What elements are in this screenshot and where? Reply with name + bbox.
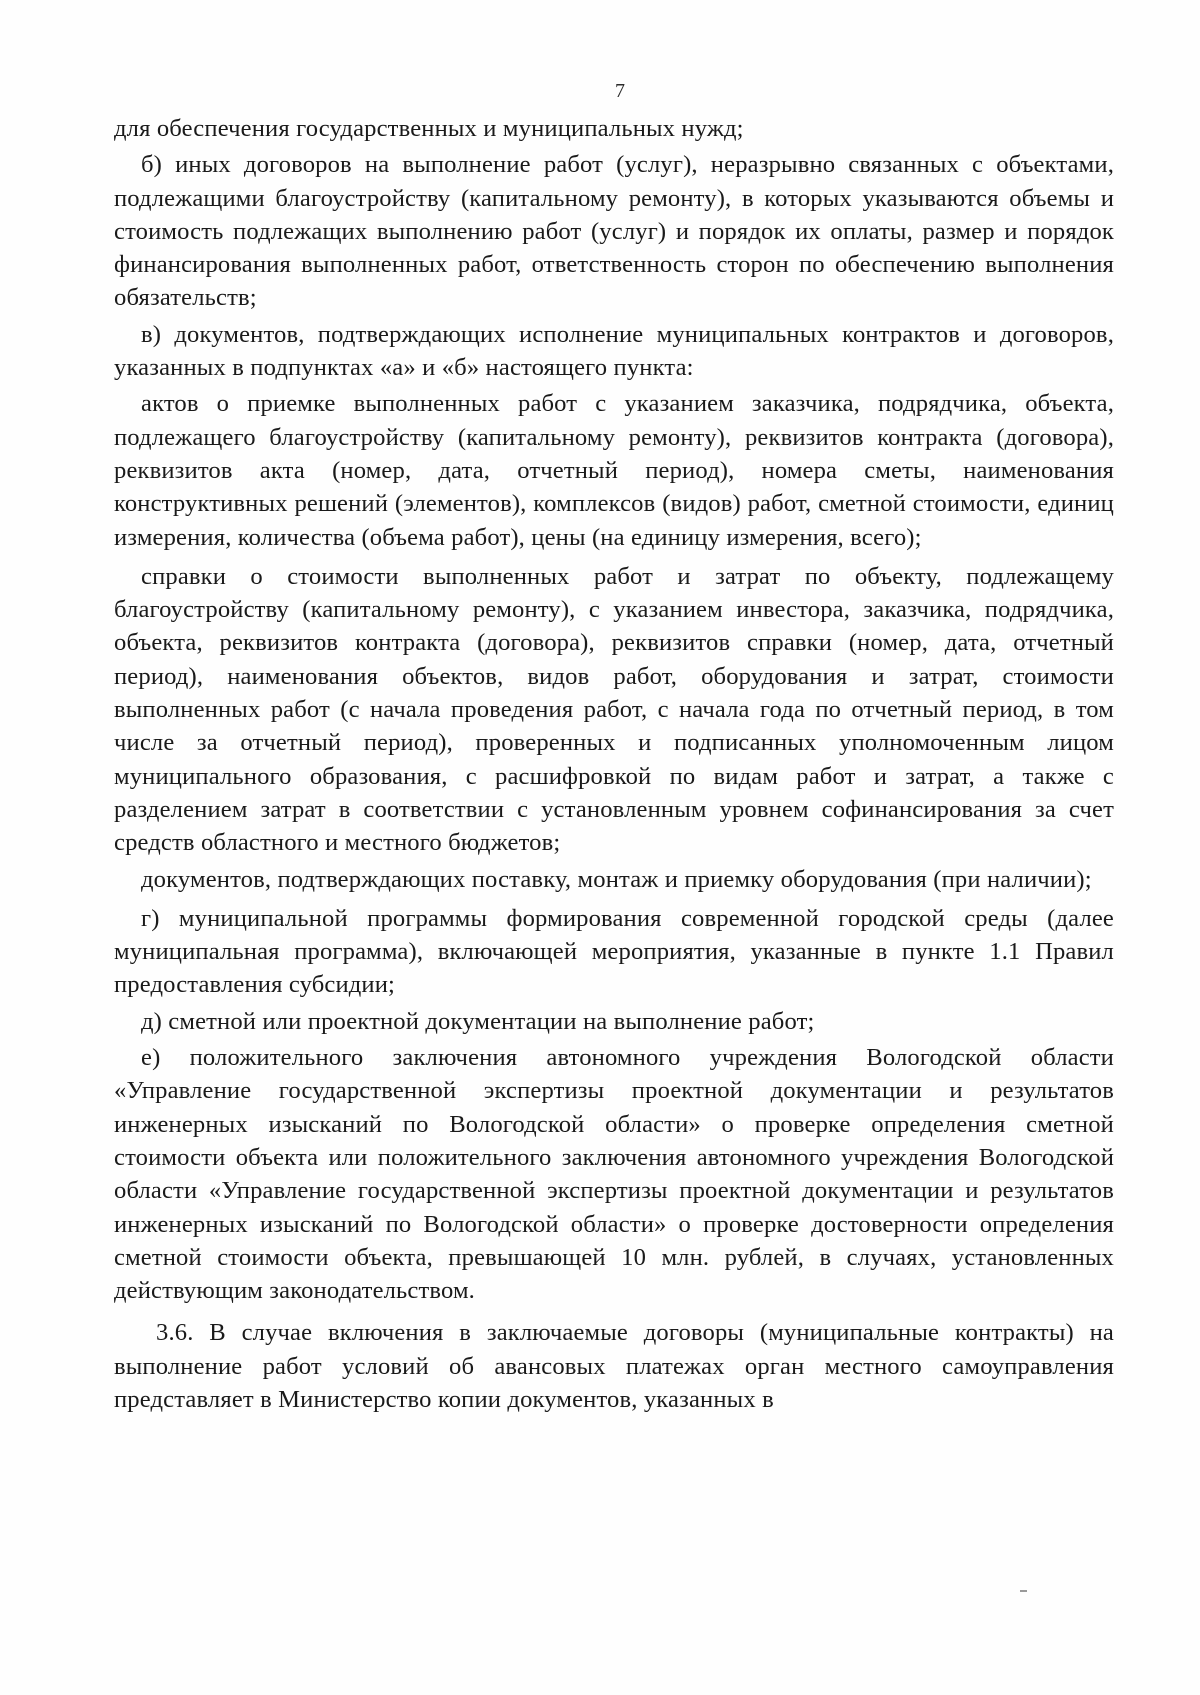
document-body <box>114 112 1114 1416</box>
paragraph-equipment-docs: документов, подтверждающих поставку, монтаж и приемку оборудования (при наличии); <box>141 865 1092 893</box>
page-number: 7 <box>615 80 625 102</box>
paragraph-item-g: г) муниципальной программы формирования современной городской среды (далее муниципальная программа), включающей мероприятия, указанные в пункте 1.1 Правил предоставления субсидии; <box>114 904 1114 999</box>
paragraph-item-b: б) иных договоров на выполнение работ (услуг), неразрывно связанных с объектами, подлежащими благоустройству (капитальному ремонту), в которых указываются объемы и стоимость подлежащих выполнению работ (услуг) и порядок их оплаты, размер и порядок финансирования выполненных работ, ответственность сторон по обеспечению выполнения обязательств; <box>114 151 1114 312</box>
paragraph-item-e: е) положительного заключения автономного учреждения Вологодской области «Управление государственной экспертизы проектной документации и результатов инженерных изысканий по Вологодской области» о проверке определения сметной стоимости объекта или положительного заключения автономного учреждения Вологодской области «Управление государственной экспертизы проектной документации и результатов инженерных изысканий по Вологодской области» о проверке достоверности определения сметной стоимости объекта, превышающей 10 млн. рублей, в случаях, установленных действующим законодательством. <box>114 1044 1114 1305</box>
paragraph-continuation: для обеспечения государственных и муниципальных нужд; <box>114 115 744 142</box>
paragraph-certificates: справки о стоимости выполненных работ и затрат по объекту, подлежащему благоустройству (капитальному ремонту), с указанием инвестора, заказчика, подрядчика, объекта, реквизитов контракта (договора), реквизитов справки (номер, дата, отчетный период), наименования объектов, видов работ, оборудования и затрат, стоимости выполненных работ (с начала проведения работ, с начала года по отчетный период, в том числе за отчетный период), проверенных и подписанных уполномоченным лицом муниципального образования, с расшифровкой по видам работ и затрат, а также с разделением затрат в соответствии с установленным уровнем софинансирования за счет средств областного и местного бюджетов; <box>114 562 1114 857</box>
paragraph-item-d: д) сметной или проектной документации на выполнение работ; <box>141 1007 815 1035</box>
paragraph-item-v: в) документов, подтверждающих исполнение муниципальных контрактов и договоров, указанных в подпунктах «а» и «б» настоящего пункта: <box>114 320 1114 382</box>
scan-mark <box>1020 1590 1027 1592</box>
paragraph-section-3-6: 3.6. В случае включения в заключаемые договоры (муниципальные контракты) на выполнение работ условий об авансовых платежах орган местного самоуправления представляет в Министерство копии документов, указанных в <box>114 1319 1114 1413</box>
paragraph-acts: актов о приемке выполненных работ с указанием заказчика, подрядчика, объекта, подлежащего благоустройству (капитальному ремонту), реквизитов контракта (договора), реквизитов акта (номер, дата, отчетный период), номера сметы, наименования конструктивных решений (элементов), комплексов (видов) работ, сметной стоимости, единиц измерения, количества (объема работ), цены (на единицу измерения, всего); <box>114 390 1114 551</box>
